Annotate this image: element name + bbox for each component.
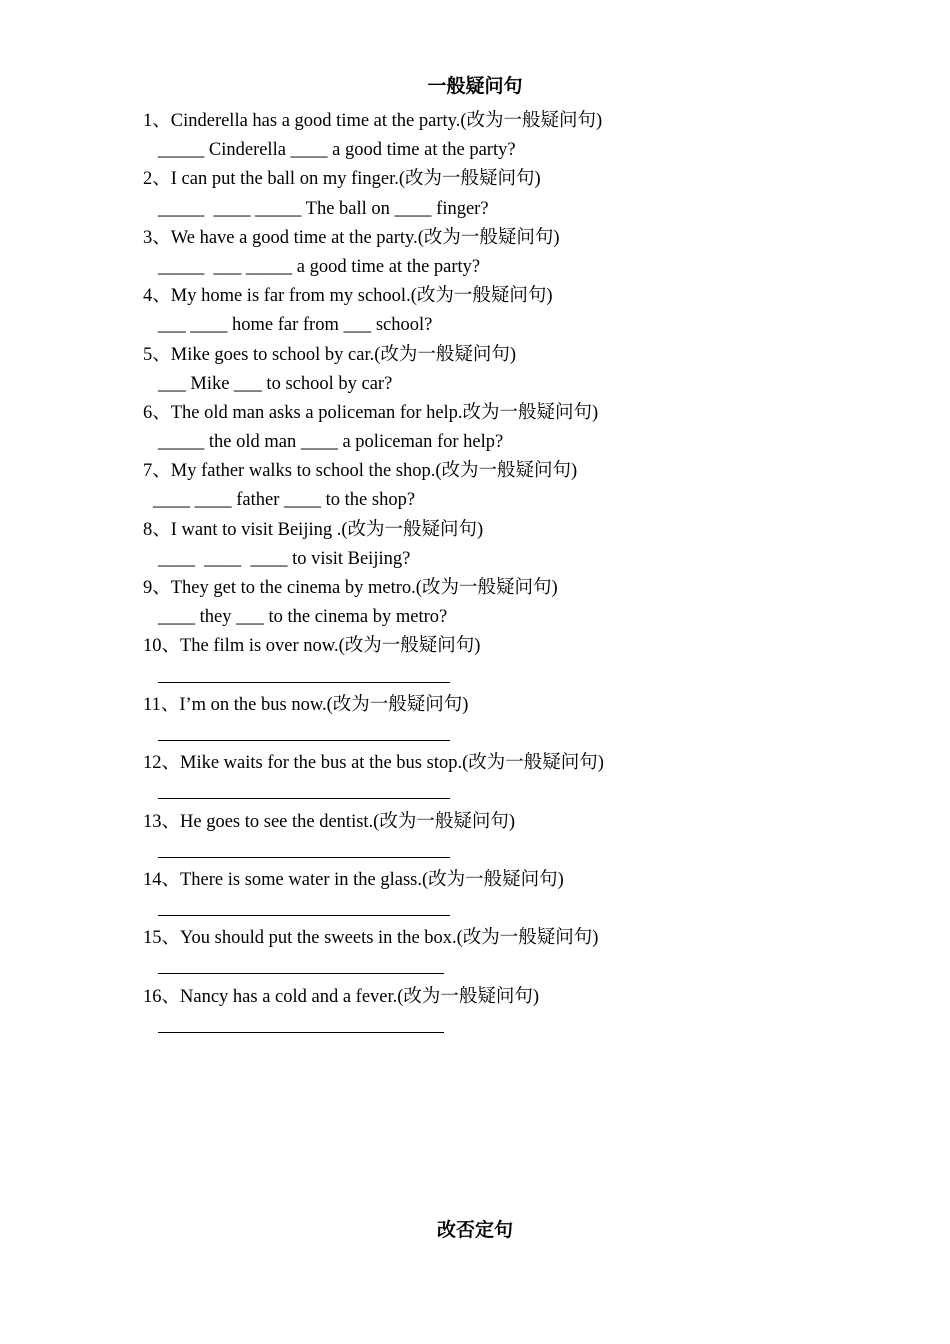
blank-answer-line [158,720,450,741]
question-15: 15、You should put the sweets in the box.(改为一般疑问句) [143,928,599,949]
blank-answer-line [158,895,450,916]
answer-line-15 [143,953,843,982]
question-14: 14、There is some water in the glass.(改为一般疑问句) [143,869,564,890]
answer-line-16 [143,1012,843,1041]
question-3: 3、We have a good time at the party.(改为一般疑问句) [143,227,560,248]
answer-3: _____ ___ _____ a good time at the party? [158,256,481,277]
question-2: 2、I can put the ball on my finger.(改为一般疑问句) [143,169,541,190]
answer-4: ___ ____ home far from ___ school? [158,315,433,336]
blank-answer-line [158,837,450,858]
question-9: 9、They get to the cinema by metro.(改为一般疑问句) [143,578,558,598]
answer-line-10 [143,662,843,691]
question-11: 11、I’m on the bus now.(改为一般疑问句) [143,694,469,715]
question-7: 7、My father walks to school the shop.(改为一般疑问句) [143,461,578,482]
blank-answer-line [158,662,450,683]
answer-1: _____ Cinderella ____ a good time at the party? [158,140,516,161]
answer-line-13 [143,837,843,866]
question-16: 16、Nancy has a cold and a fever.(改为一般疑问句) [143,986,540,1007]
question-10: 10、The film is over now.(改为一般疑问句) [143,636,481,657]
exercise-list [143,107,843,1041]
blank-answer-line [158,953,444,974]
question-12: 12、Mike waits for the bus at the bus stop.(改为一般疑问句) [143,753,604,774]
answer-6: _____ the old man ____ a policeman for help? [158,432,504,453]
question-13: 13、He goes to see the dentist.(改为一般疑问句) [143,811,515,832]
question-4: 4、My home is far from my school.(改为一般疑问句) [143,286,553,307]
section-title-general-questions: 一般疑问句 [427,76,523,97]
answer-7: ____ ____ father ____ to the shop? [153,490,416,511]
answer-line-11 [143,720,843,749]
blank-answer-line [158,778,450,799]
answer-5: ___ Mike ___ to school by car? [158,373,393,394]
answer-line-12 [143,778,843,807]
question-6: 6、The old man asks a policeman for help.改为一般疑问句) [143,402,599,423]
answer-9: ____ they ___ to the cinema by metro? [158,607,448,628]
question-5: 5、Mike goes to school by car.(改为一般疑问句) [143,344,517,365]
answer-8: ____ ____ ____ to visit Beijing? [158,548,411,569]
section-title-negative-sentences: 改否定句 [436,1220,513,1241]
answer-2: _____ ____ _____ The ball on ____ finger? [158,198,489,219]
question-8: 8、I want to visit Beijing .(改为一般疑问句) [143,519,484,540]
question-1: 1、Cinderella has a good time at the party.(改为一般疑问句) [143,111,603,131]
answer-line-14 [143,895,843,924]
blank-answer-line [158,1012,444,1033]
